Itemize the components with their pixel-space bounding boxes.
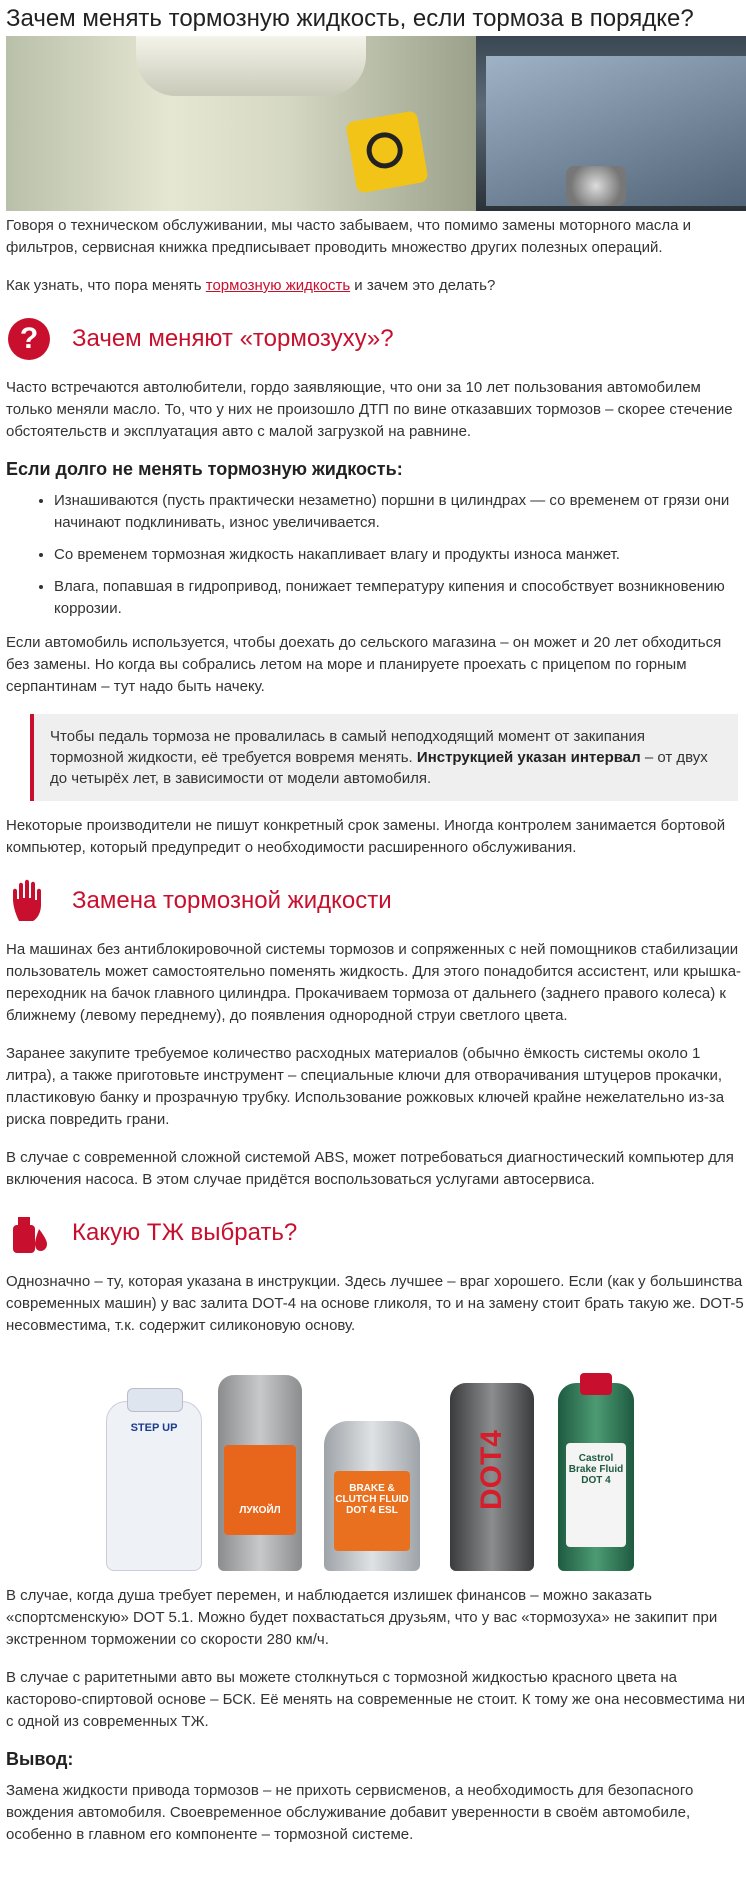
paragraph: Если автомобиль используется, чтобы доехать до сельского магазина – он может и 20 лет обходиться без замены. Но когда вы собрались летом на море и планируете проехать с прицепом по горным серпантинам – тут надо быть начеку. (6, 634, 722, 695)
conclusion-heading: Вывод: (6, 1749, 74, 1769)
intro-question (6, 275, 746, 297)
quote-text-end: – от двух до четырёх лет, в зависимости от модели автомобиля. (50, 749, 708, 787)
bottle-label: STEP UP (130, 1422, 178, 1434)
bottle-label: BRAKE & CLUTCH FLUID DOT 4 ESL (335, 1483, 409, 1516)
brake-warning-icon (345, 110, 428, 193)
paragraph: В случае, когда душа требует перемен, и наблюдается излишек финансов – можно заказать «спортсменскую» DOT 5.1. Можно будет похвастаться друзьям, что у вас «тормозуха» не закипит при экстренном торможении со скорости 280 км/ч. (6, 1587, 718, 1648)
intro-paragraph: Говоря о техническом обслуживании, мы часто забываем, что помимо замены моторного масла и фильтров, сервисная книжка предписывает проводить множество других полезных операций. (6, 217, 692, 256)
brake-fluid-link[interactable]: тормозную жидкость (205, 277, 351, 294)
bottle-label: ЛУКОЙЛ (239, 1505, 281, 1516)
paragraph: Однозначно – ту, которая указана в инструкции. Здесь лучшее – враг хорошего. Если (как у большинства современных машин) у вас залита DOT-4 на основе гликоля, то и на замену стоит брать такую же. DOT-5 несовместима, т.к. содержит силиконовую основу. (6, 1273, 744, 1334)
section-heading: Зачем меняют «тормозуху»? (72, 325, 394, 352)
reservoir-cap-picture (136, 36, 366, 96)
page-title: Зачем менять тормозную жидкость, если тормоза в порядке? (6, 5, 694, 32)
list-item: • Изнашиваются (пусть практически незаметно) поршни в цилиндрах — со временем от грязи они начинают подклинивать, износ увеличивается. (54, 490, 746, 534)
bottle-lukoil (218, 1375, 302, 1571)
paragraph: Заранее закупите требуемое количество расходных материалов (обычно ёмкость системы около 1 литра), а также приготовьте инструмент – специальные ключи для отворачивания штуцеров прокачки, пластиковую банку и прозрачную трубку. Использование рожковых ключей крайне нежелательно из-за риска повредить грани. (6, 1045, 725, 1128)
callout-quote (30, 714, 738, 801)
bottle-castrol (558, 1383, 634, 1571)
bottle-label: DOT4 (475, 1430, 508, 1511)
quote-text: Чтобы педаль тормоза не провалилась в самый неподходящий момент от закипания тормозной жидкости, её требуется вовремя менять. (50, 728, 645, 766)
bottle-shell (324, 1421, 420, 1571)
brake-fluid-bottles-image (6, 1353, 746, 1571)
question-icon: ? (6, 316, 52, 362)
fluid-bottle-icon (6, 1210, 52, 1256)
section-why-change (6, 313, 746, 365)
paragraph: В случае с современной сложной системой ABS, может потребоваться диагностический компьютер для включения насоса. В этом случае придётся воспользоваться услугами автосервиса. (6, 1149, 734, 1188)
consequences-list (6, 490, 746, 620)
bottle-label: Castrol Brake Fluid DOT 4 (568, 1453, 624, 1486)
subheading: Если долго не менять тормозную жидкость: (6, 459, 403, 479)
section-heading: Замена тормозной жидкости (72, 887, 392, 914)
quote-bold: Инструкцией указан интервал (416, 749, 641, 766)
paragraph: Часто встречаются автолюбители, гордо заявляющие, что они за 10 лет пользования автомобилем только меняли масло. То, что у них не произошло ДТП по вине отказавших тормозов – скорее стечение обстоятельств и эксплуатация авто с малой загрузкой на равнине. (6, 379, 733, 440)
list-item: • Со временем тормозная жидкость накапливает влагу и продукты износа манжет. (54, 544, 746, 566)
paragraph: Некоторые производители не пишут конкретный срок замены. Иногда контролем занимается бортовой компьютер, который предупредит о необходимости расширенного обслуживания. (6, 817, 726, 856)
bottle-dot4 (450, 1383, 534, 1571)
section-choose (6, 1207, 746, 1259)
paragraph: На машинах без антиблокировочной системы тормозов и сопряженных с ней помощников стабилизации пользователь может самостоятельно поменять жидкость. Для этого понадобится ассистент, или крышка-переходник на бачок главного цилиндра. Прокачиваем тормоза от дальнего (заднего правого колеса) к ближнему (левому переднему), до появления однородной струи светлого цвета. (6, 941, 742, 1024)
section-replacement (6, 875, 746, 927)
hero-image (6, 36, 746, 211)
section-heading: Какую ТЖ выбрать? (72, 1219, 298, 1246)
intro-text-after: и зачем это делать? (350, 277, 496, 294)
list-item: • Влага, попавшая в гидропривод, понижает температуру кипения и способствует возникновению коррозии. (54, 576, 746, 620)
bolt-picture (566, 166, 626, 206)
hand-stop-icon (6, 878, 52, 924)
intro-text-before: Как узнать, что пора менять (6, 277, 206, 294)
paragraph: В случае с раритетными авто вы можете столкнуться с тормозной жидкостью красного цвета на касторово-спиртовой основе – БСК. Её менять на современные не стоит. К тому же она несовместима ни с одной из современных ТЖ. (6, 1669, 745, 1730)
conclusion-paragraph: Замена жидкости привода тормозов – не прихоть сервисменов, а необходимость для безопасного вождения автомобиля. Своевременное обслуживание добавит уверенности в своём автомобиле, особенно в главном его компоненте – тормозной системе. (6, 1782, 694, 1843)
bottle-stepup (106, 1401, 202, 1571)
